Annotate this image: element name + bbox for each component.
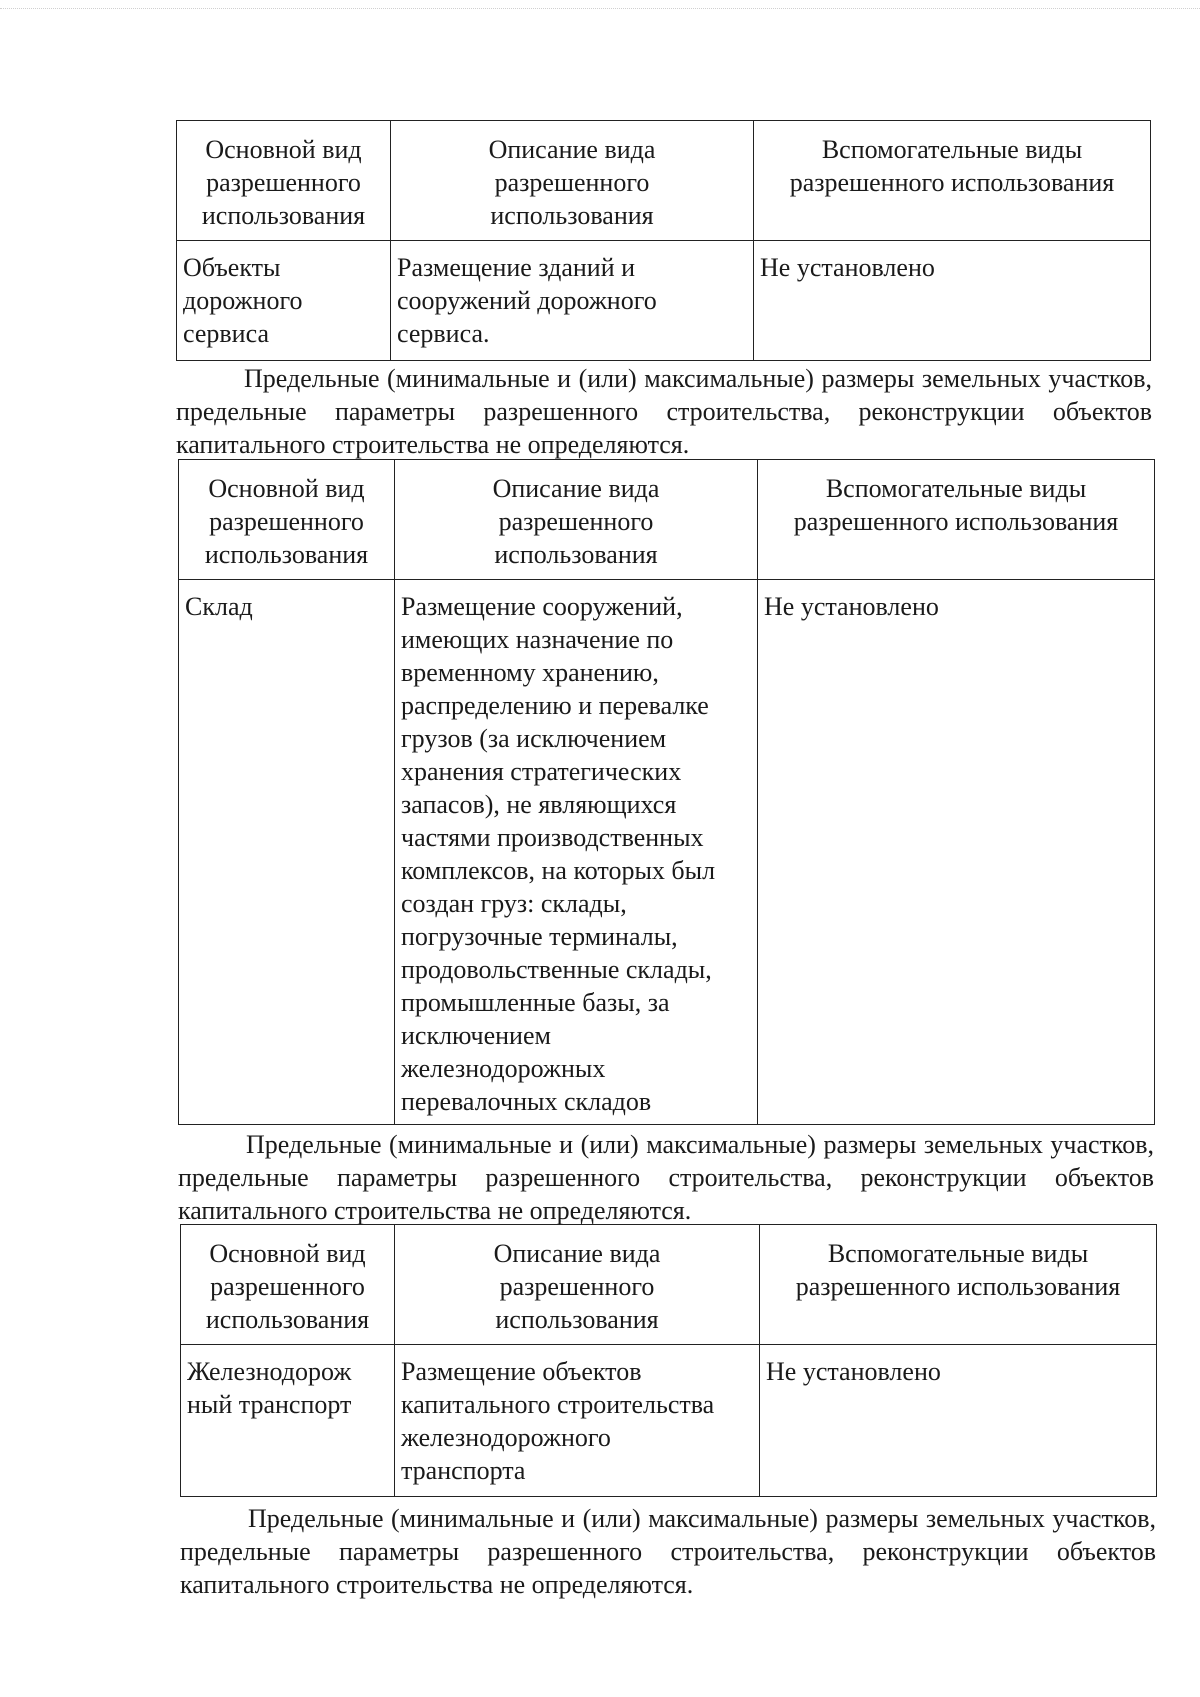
zoning-table-1	[176, 120, 1151, 361]
table-header-row	[177, 121, 1151, 241]
header-description: Описание вида разрешенного использования	[395, 460, 758, 580]
header-main-use: Основной вид разрешенного использования	[181, 1225, 395, 1345]
cell-auxiliary: Не установлено	[754, 241, 1151, 361]
cell-auxiliary: Не установлено	[758, 580, 1155, 1125]
zoning-table-3	[180, 1224, 1157, 1497]
limit-parameters-note-1: Предельные (минимальные и (или) максимальные) размеры земельных участков, предельные параметры разрешенного строительства, реконструкции объектов капитального строительства не определяются.	[176, 364, 1152, 459]
cell-description: Размещение зданий и сооружений дорожного сервиса.	[391, 241, 754, 361]
table-row	[179, 580, 1155, 1125]
header-description: Описание вида разрешенного использования	[391, 121, 754, 241]
cell-description: Размещение объектов капитального строительства железнодорожного транспорта	[395, 1345, 760, 1497]
header-description: Описание вида разрешенного использования	[395, 1225, 760, 1345]
table-row	[177, 241, 1151, 361]
header-auxiliary: Вспомогательные виды разрешенного использования	[760, 1225, 1157, 1345]
header-auxiliary: Вспомогательные виды разрешенного использования	[754, 121, 1151, 241]
limit-parameters-note-2: Предельные (минимальные и (или) максимальные) размеры земельных участков, предельные параметры разрешенного строительства, реконструкции объектов капитального строительства не определяются.	[178, 1130, 1154, 1225]
cell-main-use: Железнодорож ный транспорт	[181, 1345, 395, 1497]
cell-description: Размещение сооружений, имеющих назначение по временному хранению, распределению и перевалке грузов (за исключением хранения стратегических запасов), не являющихся частями производственных комплексов, на которых был создан груз: склады, погрузочные терминалы, продовольственные склады, промышленные базы, за исключением железнодорожных перевалочных складов	[395, 580, 758, 1125]
table-row	[181, 1345, 1157, 1497]
cell-main-use: Объекты дорожного сервиса	[177, 241, 391, 361]
header-main-use: Основной вид разрешенного использования	[177, 121, 391, 241]
table-header-row	[179, 460, 1155, 580]
zoning-table-2	[178, 459, 1155, 1125]
limit-parameters-note-3: Предельные (минимальные и (или) максимальные) размеры земельных участков, предельные параметры разрешенного строительства, реконструкции объектов капитального строительства не определяются.	[180, 1504, 1156, 1599]
header-main-use: Основной вид разрешенного использования	[179, 460, 395, 580]
cell-auxiliary: Не установлено	[760, 1345, 1157, 1497]
cell-main-use: Склад	[179, 580, 395, 1125]
table-header-row	[181, 1225, 1157, 1345]
header-auxiliary: Вспомогательные виды разрешенного использования	[758, 460, 1155, 580]
page-scan-edge	[0, 8, 1200, 9]
